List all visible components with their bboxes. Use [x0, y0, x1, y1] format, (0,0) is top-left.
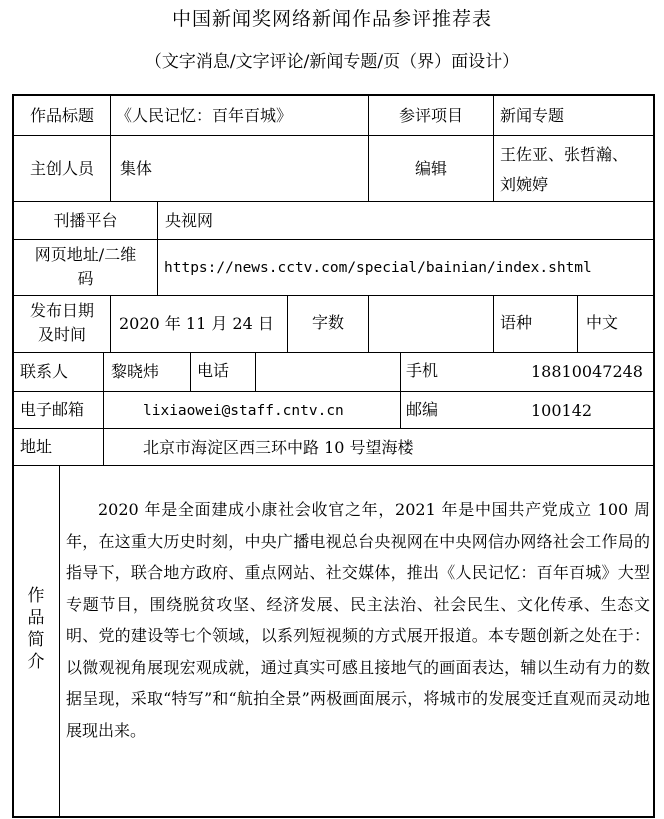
work-title-value: 《人民记忆：百年百城》 — [116, 105, 293, 125]
postcode-value: 100142 — [531, 401, 593, 420]
intro-label-char: 品 — [27, 608, 45, 628]
col-divider — [493, 295, 494, 352]
intro-label — [14, 585, 58, 673]
category-value: 新闻专题 — [500, 105, 565, 125]
contact-value: 黎晓炜 — [111, 362, 160, 381]
email-label: 电子邮箱 — [20, 400, 85, 419]
category-label: 参评项目 — [398, 105, 463, 125]
intro-label-char: 介 — [27, 652, 45, 672]
col-divider — [577, 295, 578, 352]
address-value: 北京市海淀区西三环中路 10 号望海楼 — [143, 438, 414, 457]
page-title: 中国新闻奖网络新闻作品参评推荐表 — [171, 8, 492, 30]
date-label-line: 及时间 — [37, 325, 86, 344]
mobile-label: 手机 — [406, 361, 439, 380]
intro-text: 2020 年是全面建成小康社会收官之年，2021 年是中国共产党成立 100 周年，在这重大历史时刻，中央广播电视总台央视网在中央网信办网络社会工作局的指导下，联合地方政府、重点网站、社交媒体，推出《人民记忆：百年百城》大型专题节目，围绕脱贫攻坚、经济发展、民主法治、社会民生、文化传承、生态文明、党的建设等七个领域，以系列短视频的方式展开报道。本专题创新之处在于：以微观视角展现宏观成就，通过真实可感且接地气的画面表达，辅以生动有力的数据呈现，采取“特写”和“航拍全景”两极画面展示，将城市的发展变迁直观而灵动地展现出来。 — [66, 500, 650, 740]
creator-value: 集体 — [120, 158, 153, 178]
col-divider — [157, 239, 158, 295]
page-subtitle: （文字消息/文字评论/新闻专题/页（界）面设计） — [144, 52, 520, 72]
language-value: 中文 — [586, 313, 619, 332]
editor-value — [500, 140, 652, 200]
table-border-right — [653, 94, 655, 818]
col-divider — [103, 428, 104, 465]
col-divider — [190, 352, 191, 391]
col-divider — [255, 352, 256, 391]
date-label — [14, 299, 110, 347]
col-divider — [493, 95, 494, 136]
mobile-value: 18810047248 — [531, 362, 643, 381]
col-divider — [493, 135, 494, 201]
editor-label: 编辑 — [414, 158, 447, 178]
work-title-label: 作品标题 — [29, 105, 94, 125]
url-value[interactable]: https://news.cctv.com/special/bainian/index.shtml — [164, 259, 592, 276]
col-divider — [103, 391, 104, 428]
editor-value-line: 王佐亚、张哲瀚、 — [500, 145, 629, 164]
contact-label: 联系人 — [20, 362, 69, 381]
col-divider — [110, 295, 111, 352]
language-label: 语种 — [500, 313, 533, 332]
postcode-label: 邮编 — [406, 400, 439, 419]
url-label-line: 网页地址/二维 — [34, 245, 137, 264]
intro-label-char: 作 — [27, 586, 45, 606]
address-label: 地址 — [20, 437, 53, 456]
email-value[interactable]: lixiaowei@staff.cntv.cn — [143, 403, 344, 419]
col-divider — [110, 95, 111, 136]
phone-label: 电话 — [197, 361, 230, 380]
table-border-bottom — [12, 816, 655, 818]
col-divider — [400, 352, 401, 391]
col-divider — [157, 201, 158, 239]
wordcount-value — [369, 296, 493, 352]
platform-label: 刊播平台 — [53, 210, 118, 230]
phone-value — [260, 353, 400, 391]
date-label-line: 发布日期 — [29, 301, 94, 320]
wordcount-label: 字数 — [311, 313, 344, 332]
col-divider — [103, 352, 104, 391]
intro-label-char: 简 — [27, 630, 45, 650]
col-divider — [400, 391, 401, 428]
editor-value-line: 刘婉婷 — [500, 175, 549, 194]
col-divider — [59, 465, 60, 817]
creator-label: 主创人员 — [29, 158, 94, 178]
url-label-line: 码 — [77, 269, 94, 288]
col-divider — [110, 135, 111, 201]
url-label — [14, 243, 157, 291]
date-value: 2020 年 11 月 24 日 — [119, 314, 274, 333]
platform-value: 央视网 — [165, 210, 214, 230]
